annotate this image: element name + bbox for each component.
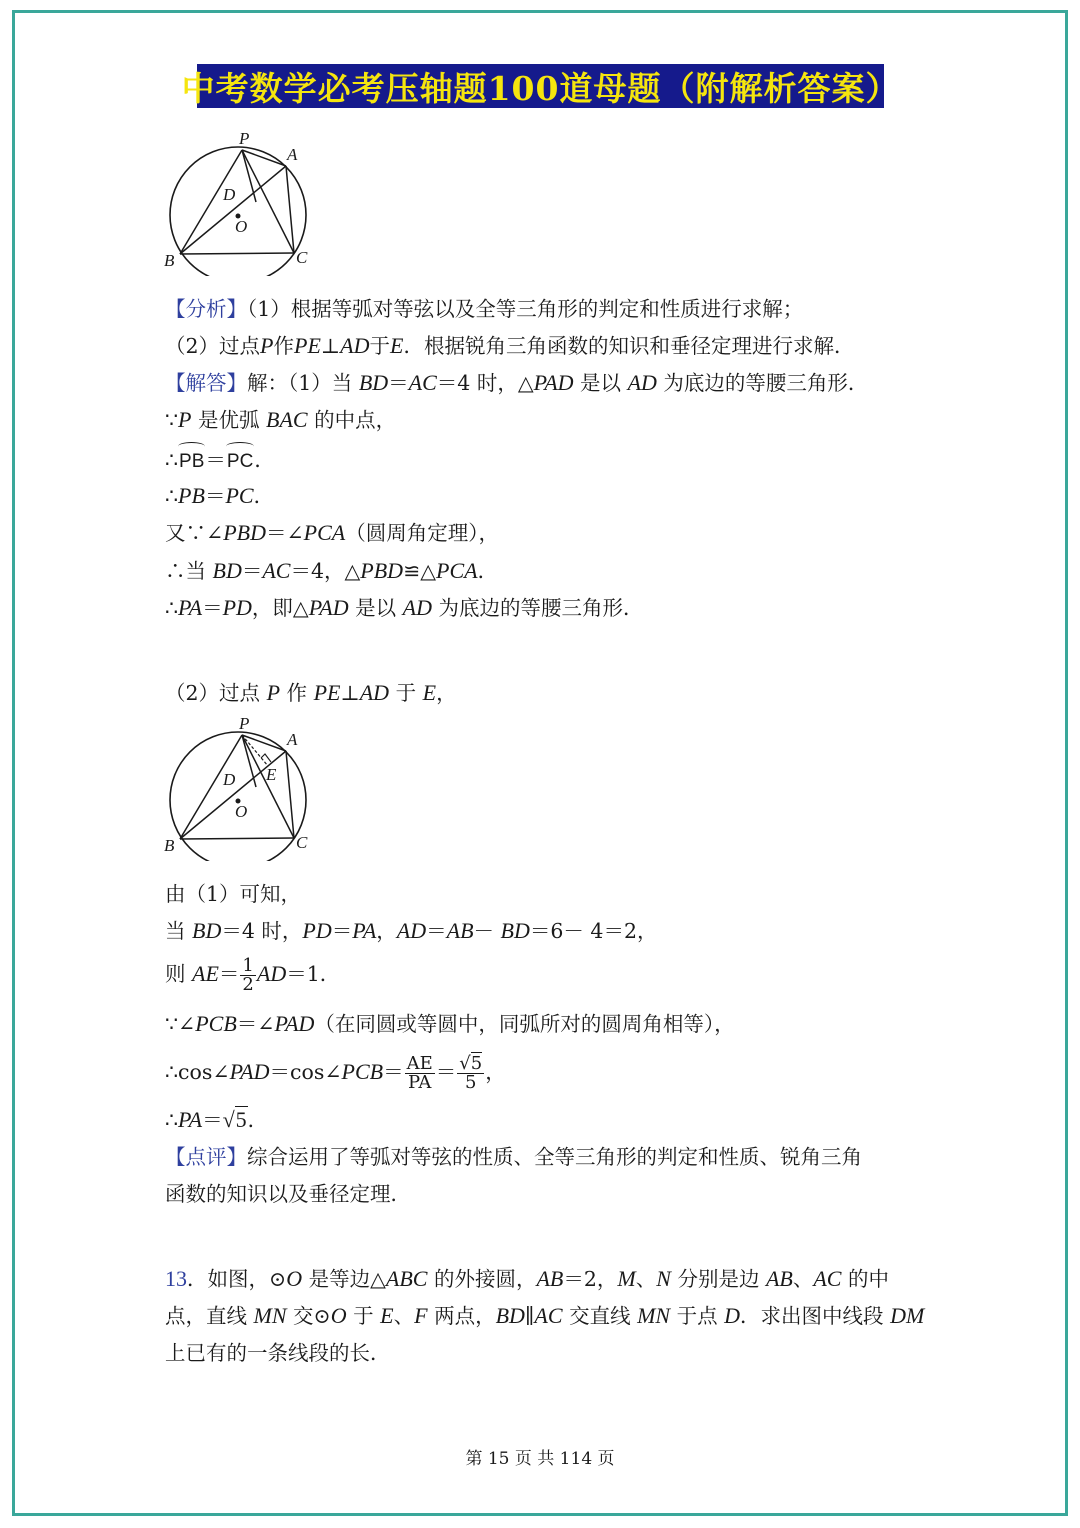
label-c: C — [296, 833, 308, 852]
label-d: D — [223, 770, 236, 789]
comment-line-1: 【点评】综合运用了等弧对等弦的性质、全等三角形的判定和性质、锐角三角 — [165, 1145, 862, 1169]
analysis-line-2: （2）过点P作PE⊥AD于E．根据锐角三角函数的知识和垂径定理进行求解． — [165, 333, 855, 358]
solution-line-8: （2）过点 P 作 PE⊥AD 于 E， — [165, 680, 457, 705]
page-title: 中考数学必考压轴题100道母题（附解析答案） — [197, 64, 884, 108]
solution-line-4: ∴PB＝PC． — [165, 483, 275, 508]
solution-line-1: 【解答】解：（1）当 BD＝AC＝4 时，△PAD 是以 AD 为底边的等腰三角形． — [165, 370, 869, 395]
label-d: D — [223, 185, 236, 204]
label-e: E — [266, 765, 277, 784]
circle-diagram-1 — [160, 126, 320, 276]
question-13-line-3: 上已有的一条线段的长． — [165, 1341, 391, 1365]
label-b: B — [164, 251, 175, 270]
label-o: O — [235, 802, 248, 821]
label-c: C — [296, 248, 308, 267]
solution-tag: 【解答】 — [165, 371, 247, 395]
solution-line-3: ∴PB＝PC． — [165, 446, 275, 476]
solution-line-2: ∵P 是优弧 BAC 的中点， — [165, 407, 397, 432]
solution-line-5: 又∵∠PBD＝∠PCA（圆周角定理）， — [165, 520, 499, 545]
solution-line-7: ∴PA＝PD，即△PAD 是以 AD 为底边的等腰三角形． — [165, 595, 644, 620]
page-footer: 第 15 页 共 114 页 — [465, 1449, 615, 1469]
question-13-line-1: 13．如图，⊙O 是等边△ABC 的外接圆，AB＝2，M、N 分别是边 AB、AC 的中 — [165, 1266, 890, 1291]
label-o: O — [235, 217, 248, 236]
circle-diagram-2 — [160, 711, 320, 861]
sqrt-5: √5 — [222, 1107, 247, 1132]
analysis-tag: 【分析】 — [165, 297, 247, 321]
label-a: A — [287, 730, 298, 749]
label-p: P — [239, 714, 250, 733]
fraction-sqrt5-5: $\frac{√5}{5}$ — [459, 1053, 483, 1093]
comment-tag: 【点评】 — [165, 1145, 247, 1169]
solution-line-6: ∴当 BD＝AC＝4，△PBD≌△PCA． — [165, 558, 499, 583]
solution-line-14: ∴PA＝√5． — [165, 1107, 269, 1132]
solution-line-10: 当 BD＝4 时，PD＝PA，AD＝AB－ BD＝6－ 4＝2， — [165, 918, 658, 943]
fraction-ae-pa: $\frac{AE}{PA}$ — [406, 1053, 433, 1093]
solution-line-9: 由（1）可知， — [165, 882, 302, 906]
analysis-line-1: 【分析】（1）根据等弧对等弦以及全等三角形的判定和性质进行求解； — [165, 297, 804, 321]
solution-line-13: ∴cos∠PAD＝cos∠PCB＝ $\frac{AE}{PA}$ ＝ $\frac{√5}{5}$ ， — [165, 1053, 506, 1093]
label-b: B — [164, 836, 175, 855]
fraction-one-half: $\frac{1}{2}$ — [242, 955, 254, 995]
comment-line-2: 函数的知识以及垂径定理． — [165, 1182, 411, 1206]
solution-line-12: ∵∠PCB＝∠PAD（在同圆或等圆中，同弧所对的圆周角相等）， — [165, 1011, 735, 1036]
solution-line-11: 则 AE＝ $\frac{1}{2}$ AD＝1． — [165, 955, 341, 995]
label-a: A — [287, 145, 298, 164]
label-p: P — [239, 129, 250, 148]
question-13-line-2: 点，直线 MN 交⊙O 于 E、F 两点，BD∥AC 交直线 MN 于点 D．求出图中线段 DM — [165, 1303, 925, 1328]
question-number: 13 — [165, 1266, 187, 1291]
